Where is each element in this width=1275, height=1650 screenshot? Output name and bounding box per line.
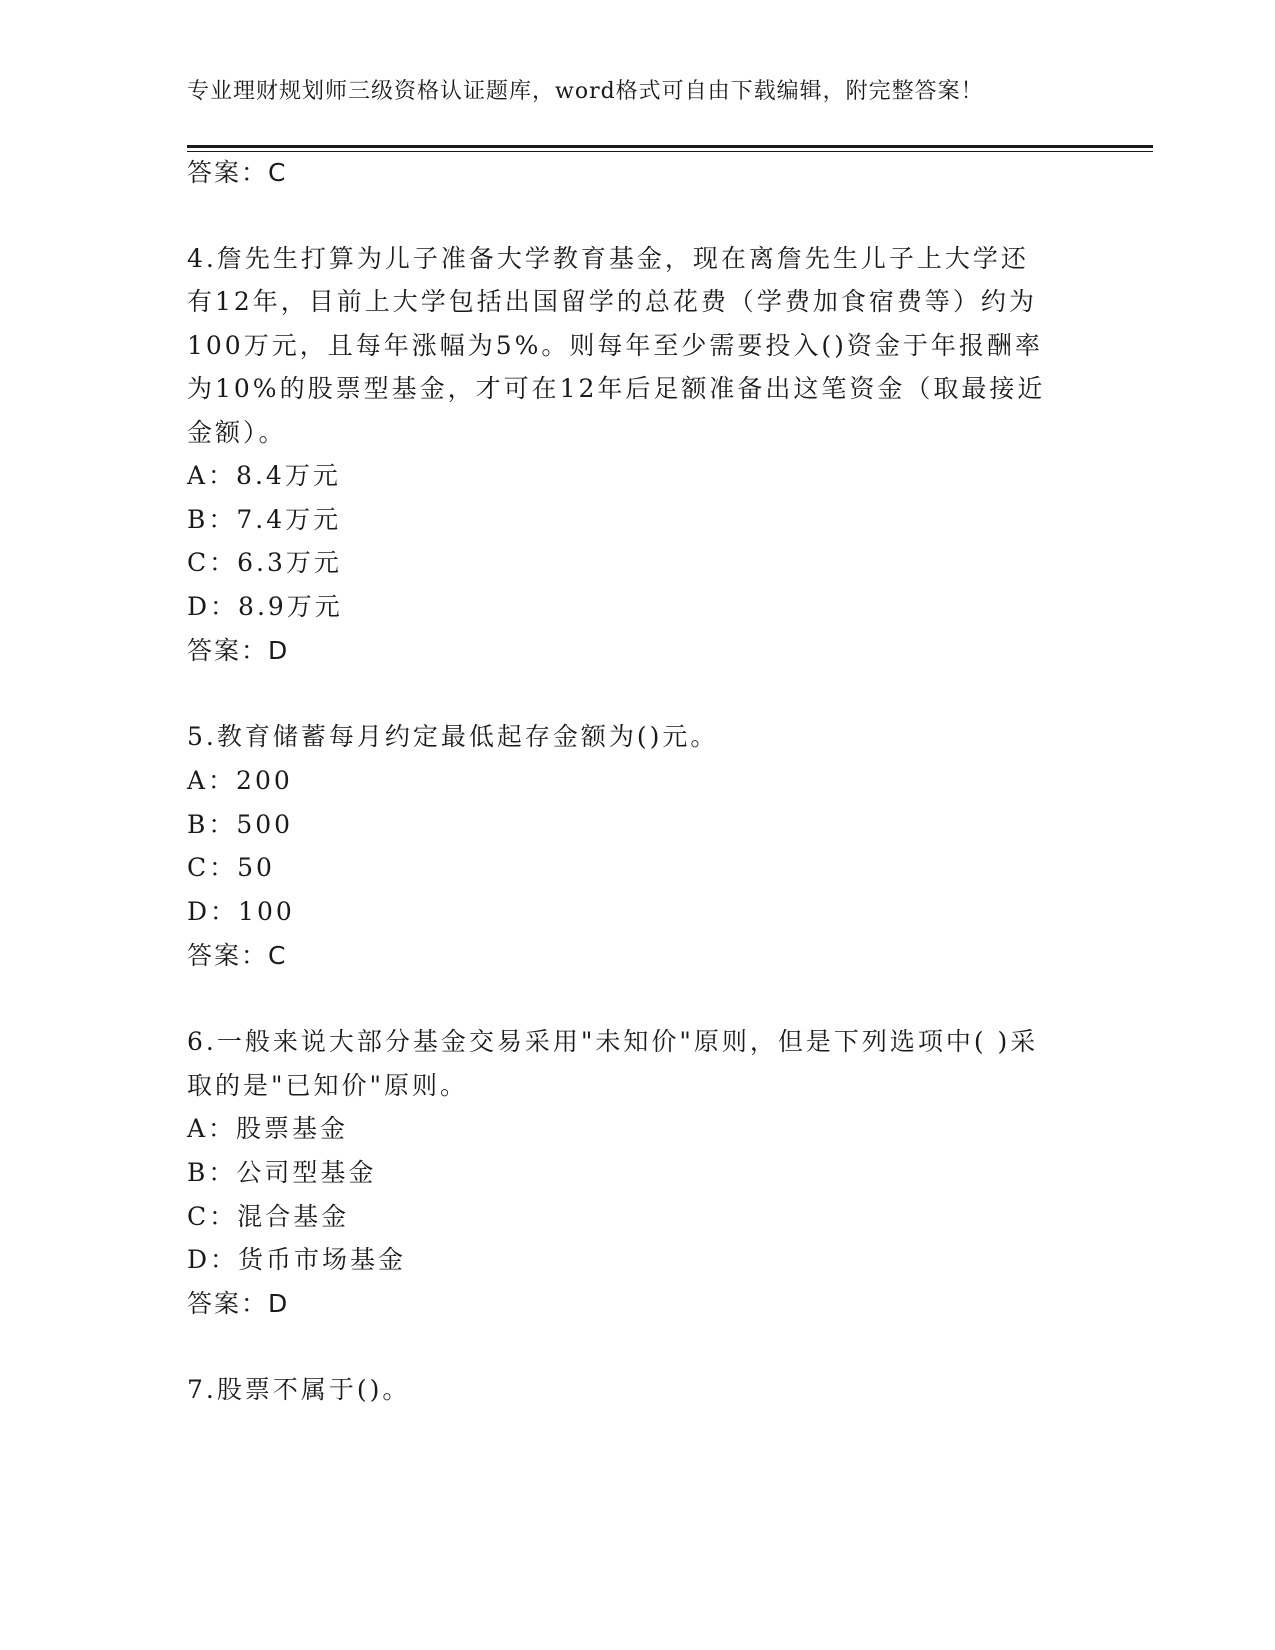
question-6-option-c: C：混合基金 (187, 1202, 350, 1231)
question-4-line-1: 4.詹先生打算为儿子准备大学教育基金，现在离詹先生儿子上大学还 (187, 244, 1029, 273)
answer-q4: 答案：D (187, 636, 290, 665)
question-5-line-1: 5.教育储蓄每月约定最低起存金额为()元。 (187, 722, 719, 751)
question-5-option-d: D：100 (187, 897, 295, 926)
answer-q5: 答案：C (187, 941, 288, 970)
question-6-line-1: 6.一般来说大部分基金交易采用"未知价"原则，但是下列选项中( )采 (187, 1027, 1039, 1056)
question-7-line-1: 7.股票不属于()。 (187, 1375, 411, 1404)
question-6-option-b: B：公司型基金 (187, 1158, 377, 1187)
answer-q3: 答案：C (187, 158, 288, 187)
answer-q6: 答案：D (187, 1289, 290, 1318)
header-divider-thin (187, 151, 1153, 152)
header-divider (187, 145, 1153, 148)
question-4-option-d: D：8.9万元 (187, 592, 343, 621)
question-5-option-c: C：50 (187, 853, 275, 882)
question-4-line-3: 100万元，且每年涨幅为5%。则每年至少需要投入()资金于年报酬率 (187, 331, 1043, 360)
question-4-option-a: A：8.4万元 (187, 461, 341, 490)
page-header: 专业理财规划师三级资格认证题库，word格式可自由下载编辑，附完整答案！ (187, 79, 984, 104)
question-4-option-c: C：6.3万元 (187, 548, 342, 577)
question-4-line-4: 为10%的股票型基金，才可在12年后足额准备出这笔资金（取最接近 (187, 374, 1046, 403)
question-6-option-d: D：货币市场基金 (187, 1245, 407, 1274)
question-6-option-a: A：股票基金 (187, 1114, 349, 1143)
question-4-line-2: 有12年，目前上大学包括出国留学的总花费（学费加食宿费等）约为 (187, 287, 1037, 316)
question-5-option-a: A：200 (187, 766, 293, 795)
question-6-line-2: 取的是"已知价"原则。 (187, 1071, 468, 1100)
question-5-option-b: B：500 (187, 810, 294, 839)
question-4-option-b: B：7.4万元 (187, 505, 342, 534)
question-4-line-5: 金额）。 (187, 418, 287, 447)
